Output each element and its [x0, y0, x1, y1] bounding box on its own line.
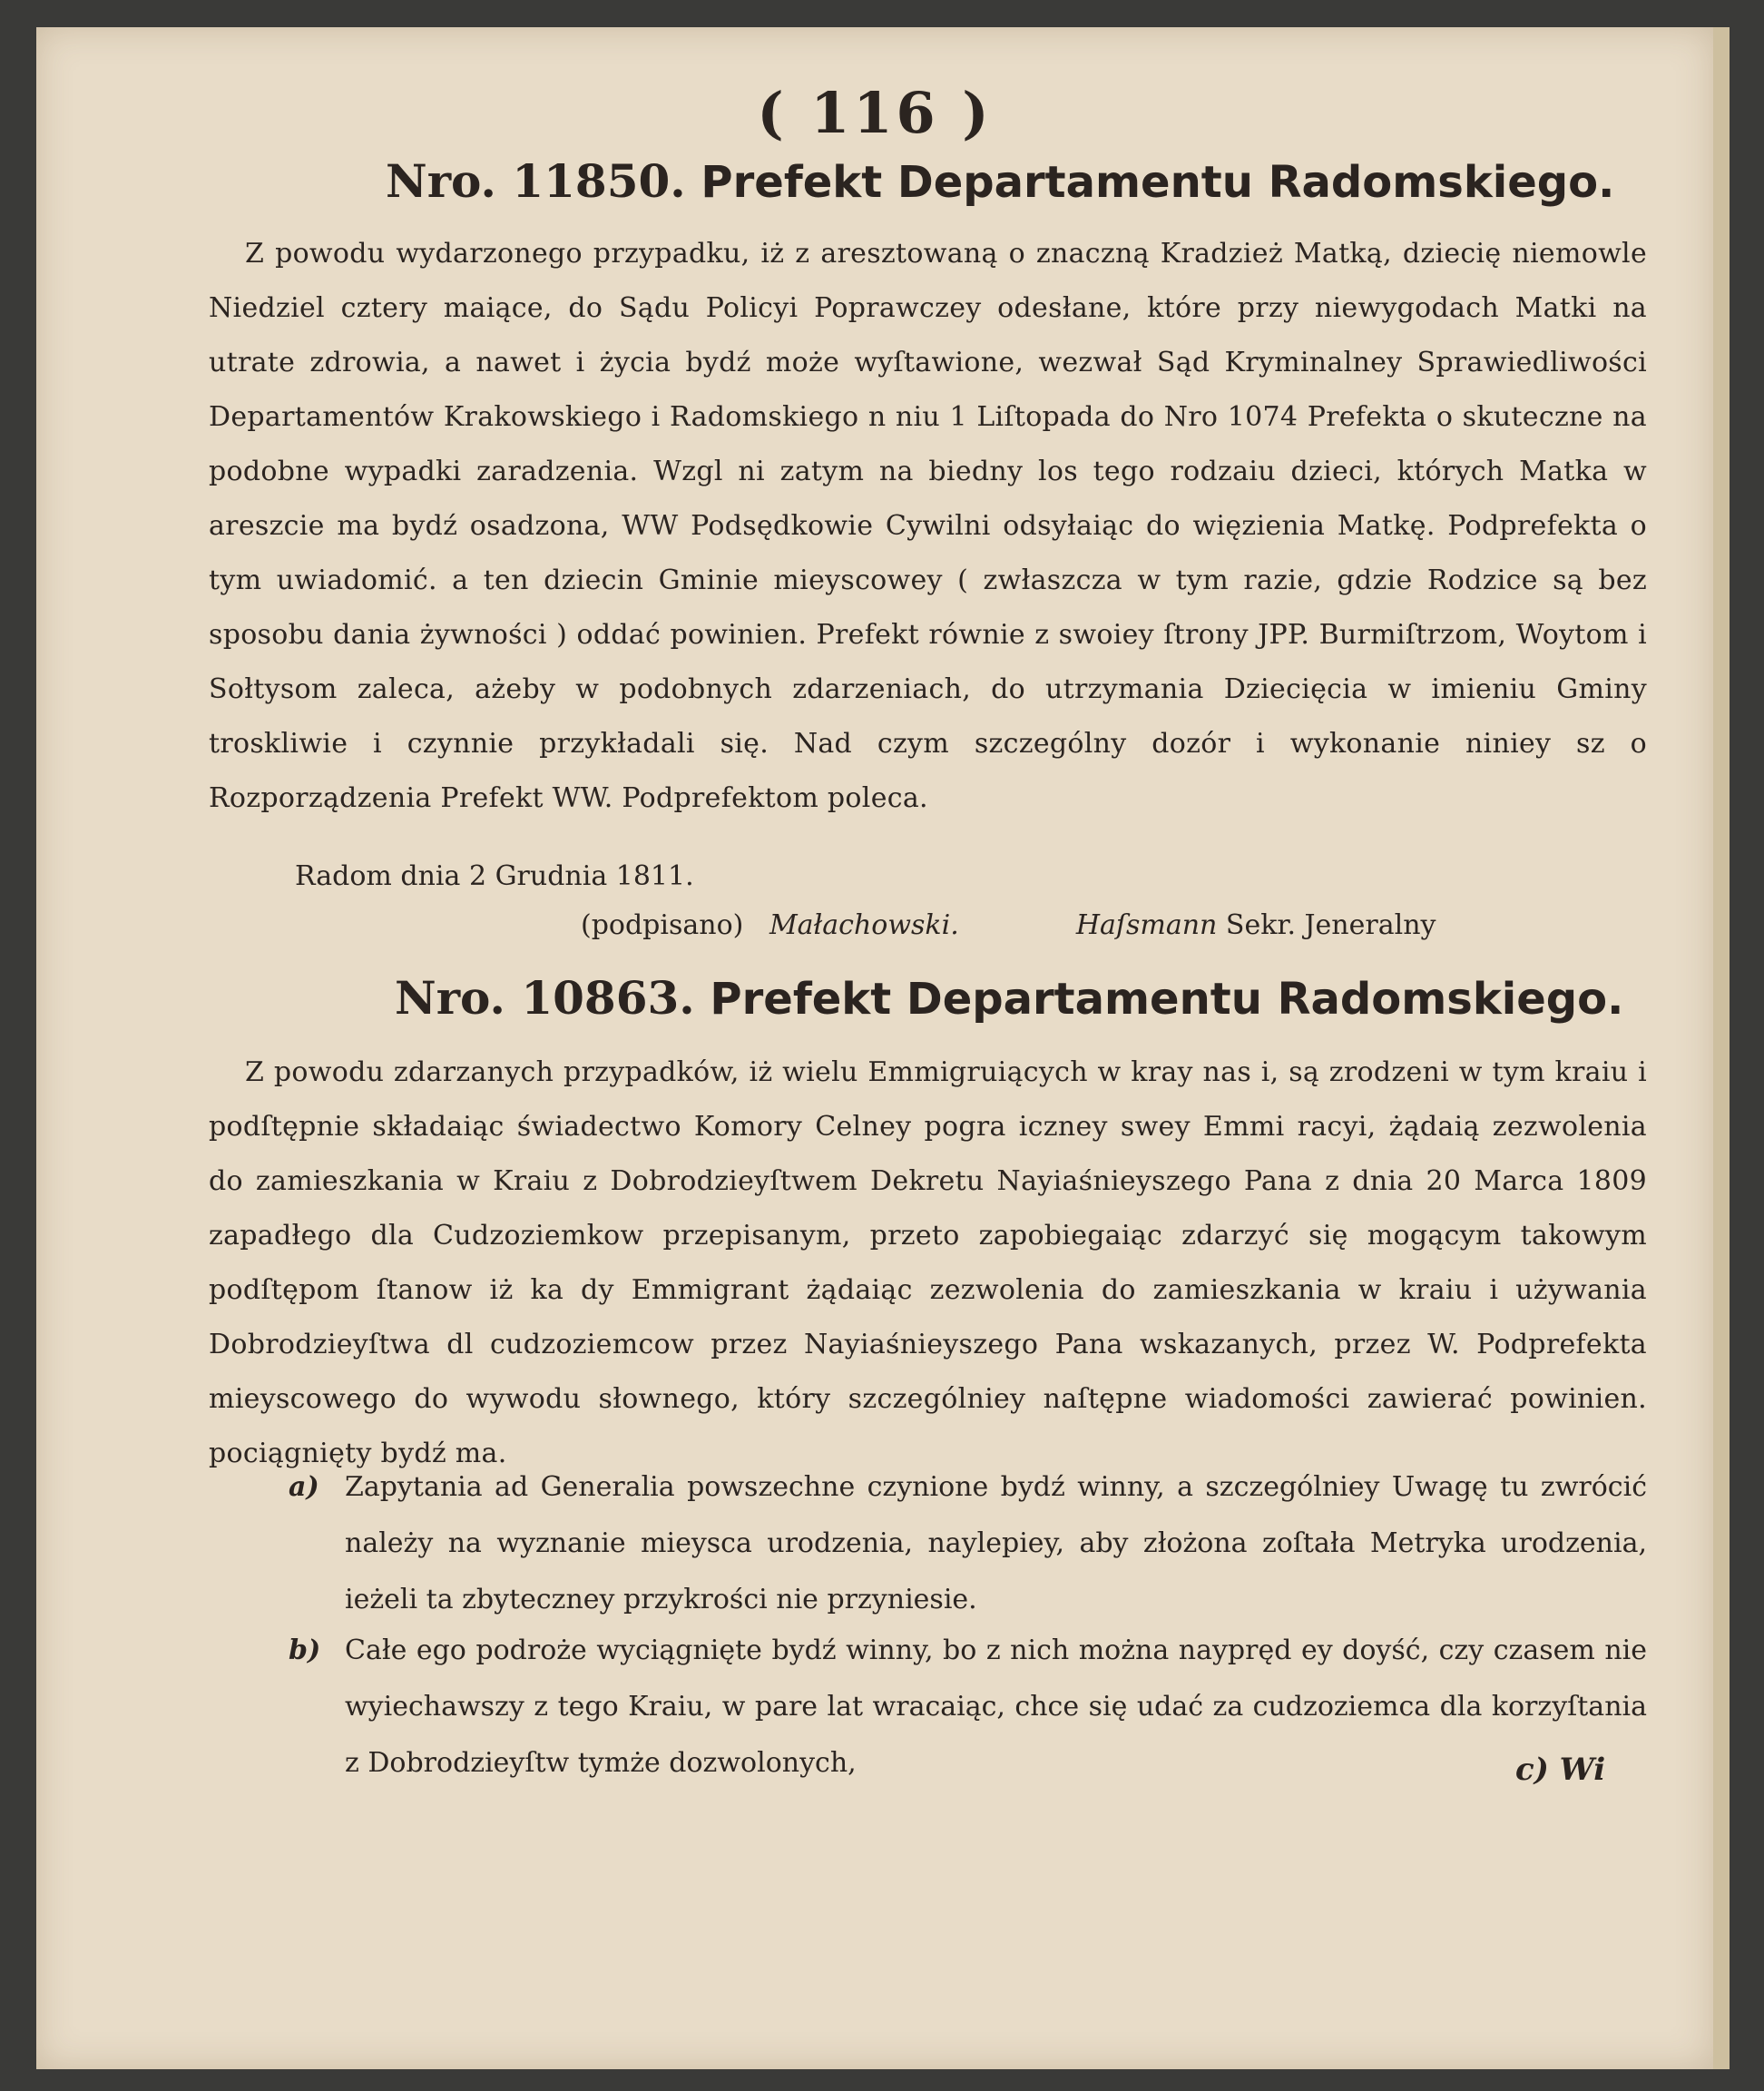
section2-heading — [395, 971, 1623, 1025]
section2-body-text: Z powodu zdarzanych przypadków, iż wielu Emmigruiących w kray nas i, są zrodzeni w tym kraiu i podſtępnie składaiąc świadectwo Komory Celney pogra iczney swey Emmi racyi, żądaią zezwolenia do zamieszkania w Kraiu z Dobrodzieyſtwem Dekretu Nayiaśnieyszego Pana z dnia 20 Marca 1809 zapadłego dla Cudzoziemkow przepisanym, przeto zapobiegaiąc zdarzyć się mogącym takowym podſtępom ſtanow iż ka dy Emmigrant żądaiąc zezwolenia do zamieszkania w kraiu i używania Dobrodzieyſtwa dl cudzoziemcow przez Nayiaśnieyszego Pana wskazanych, przez W. Podprefekta mieyscowego do wywodu słownego, który szczególniey naſtępne wiadomości zawierać powinien. pociągnięty bydź ma. — [209, 1056, 1647, 1469]
page-number: ( 116 ) — [757, 80, 993, 146]
secretary-title: Sekr. Jeneralny — [1225, 909, 1436, 941]
catchword: c) Wi — [1515, 1752, 1606, 1788]
section1-body — [209, 227, 1647, 826]
list-item-b — [289, 1623, 1647, 1792]
section1-heading — [386, 154, 1614, 208]
signed-label: (podpisano) — [581, 909, 744, 941]
list-item-a-text: Zapytania ad Generalia powszechne czynione bydź winny, a szczególniey Uwagę tu zwrócić należy na wyznanie mieysca urodzenia, naylepiey, aby złożona zoſtała Metryka urodzenia, ieżeli ta zbyteczney przykrości nie przyniesie. — [345, 1471, 1647, 1615]
list-item-a-marker: a) — [289, 1471, 319, 1503]
section1-body-text: Z powodu wydarzonego przypadku, iż z aresztowaną o znaczną Kradzież Matką, dziecię niemowle Niedziel cztery maiące, do Sądu Policyi Poprawczey odesłane, które przy niewygodach Matki na utrate zdrowia, a nawet i życia bydź może wyſtawione, wezwał Sąd Kryminalney Sprawiedliwości Departamentów Krakowskiego i Radomskiego n niu 1 Liſtopada do Nro 1074 Prefekta o skuteczne na podobne wypadki zaradzenia. Wzgl ni zatym na biedny los tego rodzaiu dzieci, których Matka w areszcie ma bydź osadzona, WW Podsędkowie Cywilni odsyłaiąc do więzienia Matkę. Podprefekta o tym uwiadomić. a ten dziecin Gminie mieyscowey ( zwłaszcza w tym razie, gdzie Rodzice są bez sposobu dania żywności ) oddać powinien. Prefekt równie z swoiey ſtrony JPP. Burmiſtrzom, Woytom i Sołtysom zaleca, ażeby w podobnych zdarzeniach, do utrzymania Dziecięcia w imieniu Gminy troskliwie i czynnie przykładali się. Nad czym szczególny dozór i wykonanie niniey sz o Rozporządzenia Prefekt WW. Podprefektom poleca. — [209, 238, 1647, 814]
list-item-b-text: Całe ego podroże wyciągnięte bydź winny, bo z nich można naypręd ey doyść, czy czasem nie wyiechawszy z tego Kraiu, w pare lat wracaiąc, chce się udać za cudzoziemca dla korzyſtania z Dobrodzieyſtw tymże dozwolonych, — [345, 1635, 1647, 1779]
section2-title: Prefekt Departamentu Radomskiego. — [710, 974, 1624, 1025]
document-page — [36, 27, 1713, 2069]
section1-title: Prefekt Departamentu Radomskiego. — [701, 157, 1615, 208]
list-item-b-marker: b) — [289, 1635, 321, 1666]
section2-body — [209, 1046, 1647, 1481]
section1-date: Radom dnia 2 Grudnia 1811. — [295, 860, 694, 892]
section1-signature-line — [581, 909, 1436, 941]
page-edge — [1713, 27, 1730, 2069]
section2-number: Nro. 10863. — [395, 971, 695, 1025]
section1-number: Nro. 11850. — [386, 154, 686, 208]
list-item-a — [289, 1459, 1647, 1628]
secretary-name: Haſsmann — [1075, 909, 1218, 941]
signatory-name: Małachowski. — [769, 909, 959, 941]
